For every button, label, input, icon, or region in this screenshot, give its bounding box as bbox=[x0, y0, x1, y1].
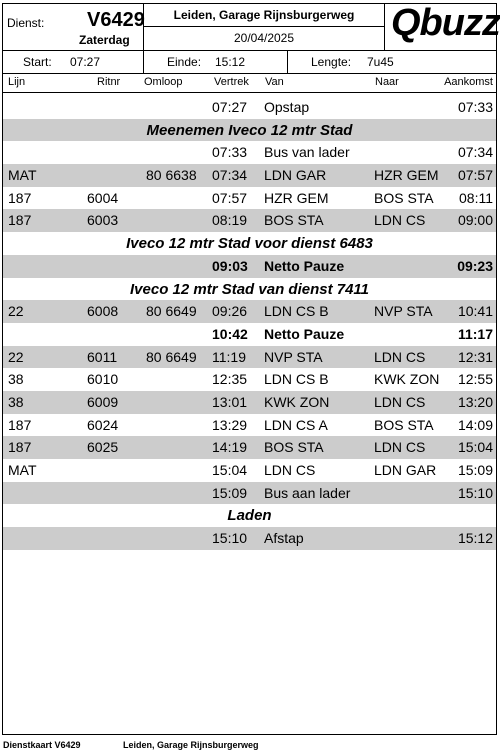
cell-aankomst: 13:20 bbox=[457, 393, 493, 410]
table-row bbox=[3, 414, 496, 437]
cell-lijn: 187 bbox=[8, 416, 32, 433]
cell-naar: LDN CS bbox=[374, 212, 426, 229]
table-row bbox=[3, 482, 496, 505]
cell-vertrek: 07:57 bbox=[212, 189, 248, 206]
cell-aankomst: 15:10 bbox=[457, 484, 493, 501]
cell-vertrek: 13:01 bbox=[212, 393, 248, 410]
column-headers bbox=[3, 74, 496, 93]
footer-dienstkaart: Dienstkaart V6429 bbox=[3, 740, 81, 750]
cell-lijn: MAT bbox=[8, 462, 37, 478]
dienst-day: Zaterdag bbox=[79, 33, 130, 47]
table-row bbox=[3, 209, 496, 232]
divider bbox=[287, 51, 288, 73]
table-row bbox=[3, 391, 496, 414]
section-title: Iveco 12 mtr Stad voor dienst 6483 bbox=[126, 235, 373, 253]
table-row bbox=[3, 346, 496, 369]
cell-naar: LDN GAR bbox=[374, 462, 437, 478]
header-top bbox=[3, 2, 500, 51]
einde-time: 15:12 bbox=[215, 55, 246, 69]
header-times bbox=[3, 51, 496, 74]
cell-vertrek: 07:27 bbox=[212, 99, 248, 115]
cell-van: LDN CS A bbox=[264, 416, 328, 433]
table-row bbox=[3, 255, 496, 278]
cell-van: Opstap bbox=[264, 99, 310, 115]
cell-ritnr: 6003 bbox=[87, 212, 119, 229]
section-title: Laden bbox=[227, 507, 272, 525]
cell-van: Bus van lader bbox=[264, 144, 350, 161]
cell-van: Bus aan lader bbox=[264, 484, 351, 501]
section-header bbox=[3, 232, 496, 255]
cell-lijn: 187 bbox=[8, 189, 32, 206]
cell-omloop: 80 6649 bbox=[146, 303, 197, 320]
col-omloop: Omloop bbox=[144, 76, 183, 88]
table-row bbox=[3, 323, 496, 346]
cell-naar: LDN CS bbox=[374, 393, 426, 410]
cell-vertrek: 11:19 bbox=[212, 348, 246, 365]
cell-vertrek: 09:03 bbox=[212, 257, 248, 274]
section-header bbox=[3, 119, 496, 142]
cell-vertrek: 09:26 bbox=[212, 303, 248, 320]
cell-aankomst: 11:17 bbox=[457, 325, 493, 342]
cell-van: BOS STA bbox=[264, 439, 324, 456]
lengte-value: 7u45 bbox=[367, 55, 394, 69]
table-row bbox=[3, 96, 496, 119]
einde-label: Einde: bbox=[167, 55, 202, 69]
duty-card bbox=[2, 2, 500, 735]
cell-naar: BOS STA bbox=[374, 189, 434, 206]
col-lijn: Lijn bbox=[8, 76, 26, 88]
cell-naar: LDN CS bbox=[374, 439, 426, 456]
cell-naar: LDN CS bbox=[374, 348, 426, 365]
cell-van: LDN CS B bbox=[264, 303, 329, 320]
cell-lijn: MAT bbox=[8, 167, 37, 184]
cell-van: LDN GAR bbox=[264, 167, 327, 184]
dienst-label: Dienst: bbox=[7, 16, 45, 30]
cell-naar: HZR GEM bbox=[374, 167, 439, 184]
cell-van: LDN CS B bbox=[264, 371, 329, 388]
col-naar: Naar bbox=[375, 76, 399, 88]
cell-lijn: 38 bbox=[8, 371, 24, 388]
cell-vertrek: 15:10 bbox=[212, 530, 248, 547]
cell-aankomst: 14:09 bbox=[457, 416, 493, 433]
cell-ritnr: 6011 bbox=[87, 348, 118, 365]
dienst-number: V6429 bbox=[87, 9, 145, 31]
table-row bbox=[3, 164, 496, 187]
cell-aankomst: 09:00 bbox=[457, 212, 493, 229]
col-van: Van bbox=[265, 76, 284, 88]
section-header bbox=[3, 504, 496, 527]
cell-aankomst: 09:23 bbox=[457, 257, 493, 274]
cell-omloop: 80 6649 bbox=[146, 348, 197, 365]
cell-aankomst: 15:09 bbox=[457, 462, 493, 478]
cell-omloop: 80 6638 bbox=[146, 167, 197, 184]
cell-lijn: 38 bbox=[8, 393, 24, 410]
service-date: 20/04/2025 bbox=[143, 27, 385, 50]
cell-vertrek: 10:42 bbox=[212, 325, 248, 342]
cell-ritnr: 6025 bbox=[87, 439, 119, 456]
cell-lijn: 22 bbox=[8, 303, 24, 320]
cell-aankomst: 15:04 bbox=[457, 439, 493, 456]
cell-vertrek: 12:35 bbox=[212, 371, 248, 388]
cell-ritnr: 6010 bbox=[87, 371, 119, 388]
cell-lijn: 22 bbox=[8, 348, 24, 365]
col-vertrek: Vertrek bbox=[214, 76, 249, 88]
section-title: Iveco 12 mtr Stad van dienst 7411 bbox=[130, 280, 369, 298]
table-row bbox=[3, 187, 496, 210]
cell-vertrek: 14:19 bbox=[212, 439, 248, 456]
garage-name: Leiden, Garage Rijnsburgerweg bbox=[143, 4, 385, 27]
cell-aankomst: 12:31 bbox=[457, 348, 493, 365]
cell-aankomst: 07:34 bbox=[457, 144, 493, 161]
col-aankomst: Aankomst bbox=[444, 76, 493, 88]
start-time: 07:27 bbox=[70, 55, 101, 69]
divider bbox=[143, 51, 144, 73]
cell-van: Netto Pauze bbox=[264, 257, 345, 274]
cell-van: HZR GEM bbox=[264, 189, 329, 206]
cell-van: KWK ZON bbox=[264, 393, 330, 410]
cell-vertrek: 15:09 bbox=[212, 484, 248, 501]
table-row bbox=[3, 141, 496, 164]
cell-vertrek: 08:19 bbox=[212, 212, 248, 229]
cell-vertrek: 13:29 bbox=[212, 416, 248, 433]
cell-ritnr: 6009 bbox=[87, 393, 119, 410]
cell-van: NVP STA bbox=[264, 348, 323, 365]
cell-aankomst: 12:55 bbox=[457, 371, 493, 388]
cell-aankomst: 07:33 bbox=[457, 99, 493, 115]
schedule-table bbox=[3, 96, 496, 550]
cell-vertrek: 15:04 bbox=[212, 462, 248, 478]
cell-aankomst: 07:57 bbox=[457, 167, 493, 184]
cell-naar: KWK ZON bbox=[374, 371, 440, 388]
cell-ritnr: 6004 bbox=[87, 189, 119, 206]
cell-van: Afstap bbox=[264, 530, 304, 547]
qbuzz-logo: Qbuzz bbox=[391, 2, 500, 44]
cell-lijn: 187 bbox=[8, 212, 32, 229]
table-row bbox=[3, 300, 496, 323]
cell-lijn: 187 bbox=[8, 439, 32, 456]
section-header bbox=[3, 278, 496, 301]
cell-ritnr: 6024 bbox=[87, 416, 119, 433]
table-row bbox=[3, 459, 496, 482]
cell-aankomst: 15:12 bbox=[457, 530, 493, 547]
col-ritnr: Ritnr bbox=[97, 76, 121, 88]
cell-vertrek: 07:33 bbox=[212, 144, 248, 161]
cell-aankomst: 08:11 bbox=[459, 189, 493, 206]
lengte-label: Lengte: bbox=[311, 55, 352, 69]
start-label: Start: bbox=[23, 55, 52, 69]
cell-van: LDN CS bbox=[264, 462, 316, 478]
cell-naar: BOS STA bbox=[374, 416, 434, 433]
cell-aankomst: 10:41 bbox=[457, 303, 493, 320]
cell-naar: NVP STA bbox=[374, 303, 433, 320]
cell-ritnr: 6008 bbox=[87, 303, 119, 320]
section-title: Meenemen Iveco 12 mtr Stad bbox=[146, 121, 353, 139]
table-row bbox=[3, 436, 496, 459]
table-row bbox=[3, 527, 496, 550]
cell-van: BOS STA bbox=[264, 212, 324, 229]
table-row bbox=[3, 368, 496, 391]
footer-garage: Leiden, Garage Rijnsburgerweg bbox=[123, 740, 259, 750]
cell-van: Netto Pauze bbox=[264, 325, 345, 342]
cell-vertrek: 07:34 bbox=[212, 167, 248, 184]
